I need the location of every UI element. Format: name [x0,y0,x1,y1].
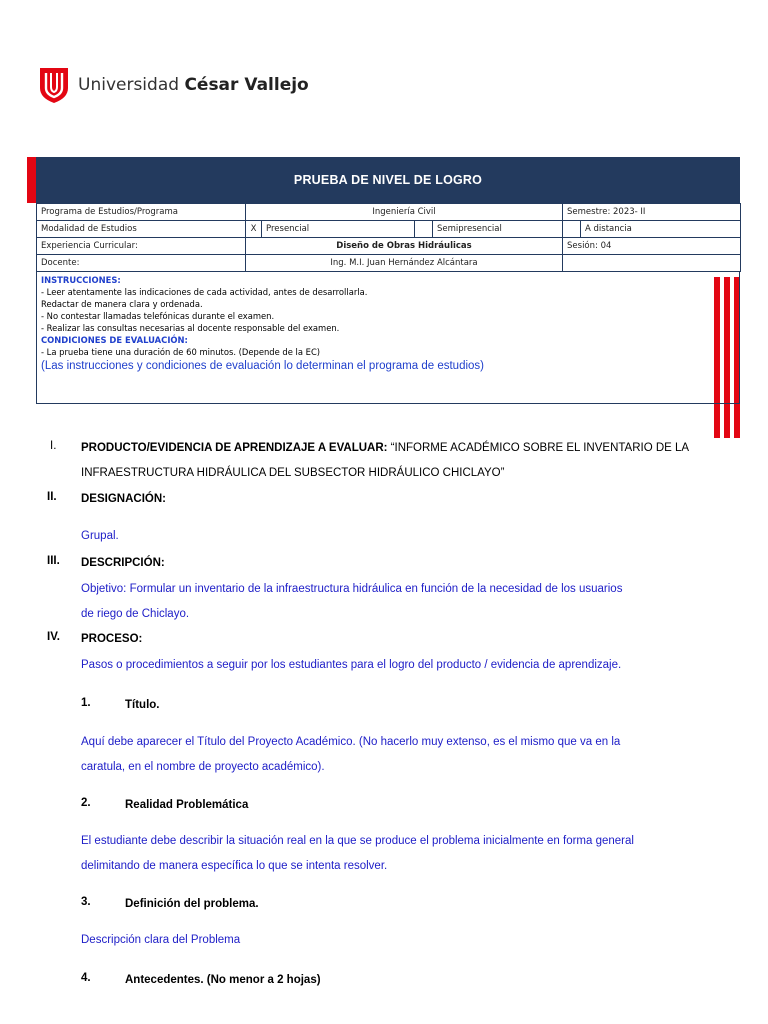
modalidad-mark: X [246,221,262,238]
form-info-table [36,203,741,272]
semipresencial-checkbox [415,221,433,238]
ucv-shield-icon [38,66,70,104]
university-logo [38,66,309,104]
table-row [37,204,741,221]
step-label: Título. [125,699,160,711]
step-text: Descripción clara del Problema [81,934,241,946]
university-name: Universidad César Vallejo [78,75,309,95]
step-text: Aquí debe aparecer el Título del Proyecto Académico. (No hacerlo muy extenso, es el mismo que va en la [81,736,621,748]
docente-label: Docente: [37,255,246,272]
table-row [37,238,741,255]
step-number: 3. [81,896,91,908]
step-number: 4. [81,972,91,984]
step-number: 2. [81,797,91,809]
section-number: IV. [47,631,61,643]
conditions-heading: CONDICIONES DE EVALUACIÓN: [41,335,188,345]
section-product [81,440,721,456]
docente-value: Ing. M.I. Juan Hernández Alcántara [246,255,563,272]
section-label: PROCESO: [81,633,143,645]
experiencia-value: Diseño de Obras Hidráulicas [246,238,563,255]
section-text: Grupal. [81,530,119,542]
step-label: Realidad Problemática [125,799,249,811]
step-number: 1. [81,697,91,709]
presencial-option: Presencial [262,221,415,238]
semipresencial-option: Semipresencial [433,221,563,238]
section-text: Objetivo: Formular un inventario de la infraestructura hidráulica en función de la necesidad de los usuarios [81,583,623,595]
step-label: Definición del problema. [125,898,259,910]
table-row [37,221,741,238]
instruction-line: - Leer atentamente las indicaciones de cada actividad, antes de desarrollarla. [41,287,368,297]
step-text: caratula, en el nombre de proyecto académico). [81,761,325,773]
modalidad-label: Modalidad de Estudios [37,221,246,238]
distancia-option: A distancia [581,221,741,238]
section-number: III. [47,555,60,567]
step-text: delimitando de manera específica lo que se intenta resolver. [81,860,388,872]
experiencia-label: Experiencia Curricular: [37,238,246,255]
section-number: I. [50,440,57,452]
instructions-note: (Las instrucciones y condiciones de evaluación lo determinan el programa de estudios) [41,360,484,372]
section-label: PRODUCTO/EVIDENCIA DE APRENDIZAJE A EVALUAR: [81,442,388,454]
programa-label: Programa de Estudios/Programa [37,204,246,221]
instruction-line: - No contestar llamadas telefónicas durante el examen. [41,311,275,321]
evaluation-form [36,157,740,404]
instructions-heading: INSTRUCCIONES: [41,275,121,285]
section-label: DESCRIPCIÓN: [81,557,165,569]
section-text: “INFORME ACADÉMICO SOBRE EL INVENTARIO DE LA [387,442,690,454]
section-text: INFRAESTRUCTURA HIDRÁULICA DEL SUBSECTOR HIDRÁULICO CHICLAYO” [81,467,505,479]
step-text: El estudiante debe describir la situación real en la que se produce el problema inicialmente en forma general [81,835,634,847]
empty-cell [563,255,741,272]
conditions-line: - La prueba tiene una duración de 60 minutos. (Depende de la EC) [41,347,321,357]
instructions-box [36,272,740,404]
section-text: de riego de Chiclayo. [81,608,190,620]
section-number: II. [47,491,57,503]
programa-value: Ingeniería Civil [246,204,563,221]
semestre-cell: Semestre: 2023- II [563,204,741,221]
section-label: DESIGNACIÓN: [81,493,166,505]
step-label: Antecedentes. (No menor a 2 hojas) [125,974,321,986]
distancia-checkbox [563,221,581,238]
table-row [37,255,741,272]
sesion-cell: Sesión: 04 [563,238,741,255]
instruction-line: Redactar de manera clara y ordenada. [41,299,203,309]
instruction-line: - Realizar las consultas necesarias al docente responsable del examen. [41,323,340,333]
section-text: Pasos o procedimientos a seguir por los estudiantes para el logro del producto / evidencia de aprendizaje. [81,659,622,671]
form-title: PRUEBA DE NIVEL DE LOGRO [36,157,740,203]
red-accent-bar [27,157,36,203]
